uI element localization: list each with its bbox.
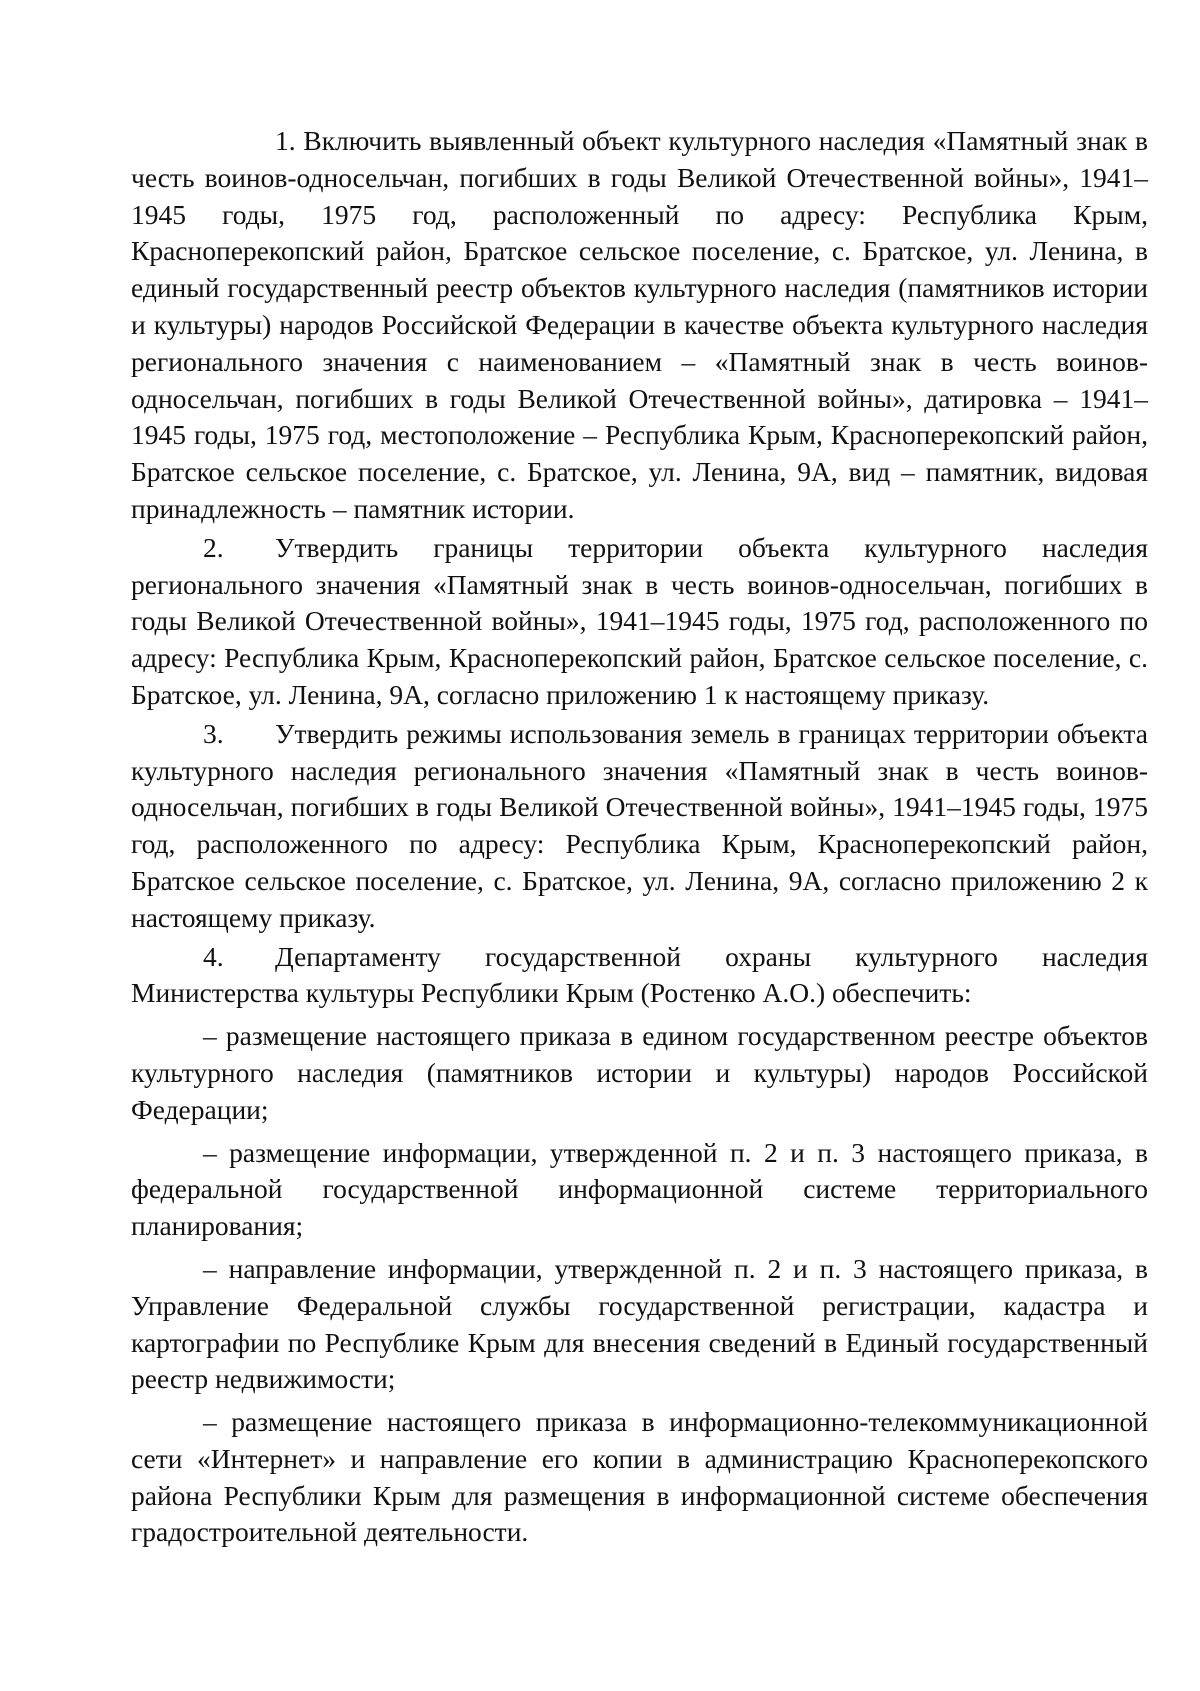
bullet-item-2: – размещение информации, утвержденной п. 2 и п. 3 настоящего приказа, в федеральной государственной информационной системе территориального планирования; [131, 1136, 1148, 1242]
bullet-item-3: – направление информации, утвержденной п. 2 и п. 3 настоящего приказа, в Управление Федеральной службы государственной регистрации, кадастра и картографии по Республике Крым для внесения сведений в Единый государственный реестр недвижимости; [131, 1252, 1148, 1395]
item-text: Утвердить границы территории объекта культурного наследия регионального значения «Памятный знак в честь воинов-односельчан, погибших в годы Великой Отечественной войны», 1941–1945 годы, 1975 год, расположенного по адресу: Республика Крым, Красноперекопский район, Братское сельское поселение, с. Братское, ул. Ленина, 9А, согласно приложению 1 к настоящему приказу. [131, 531, 1148, 710]
item-text: Департаменту государственной охраны культурного наследия Министерства культуры Республики Крым (Ростенко А.О.) обеспечить: [131, 940, 1148, 1009]
bullet-item-1: – размещение настоящего приказа в едином государственном реестре объектов культурного наследия (памятников истории и культуры) народов Российской Федерации; [131, 1020, 1148, 1125]
paragraph-item-2 [131, 530, 1148, 714]
item-number: 1. [275, 125, 296, 156]
bullet-item-4: – размещение настоящего приказа в информационно-телекоммуникационной сети «Интернет» и направление его копии в администрацию Красноперекопского района Республики Крым для размещения в информационной системе обеспечения градостроительной деятельности. [131, 1406, 1148, 1548]
item-number: 3. [203, 717, 224, 749]
item-text: Включить выявленный объект культурного наследия «Памятный знак в честь воинов-односельчан, погибших в годы Великой Отечественной войны», 1941–1945 годы, 1975 год, расположенный по адресу: Республика Крым, Красноперекопский район, Братское сельское поселение, с. Братское, ул. Ленина, в единый государственный реестр объектов культурного наследия (памятников истории и культуры) народов Российской Федерации в качестве объекта культурного наследия регионального значения с наименованием – «Памятный знак в честь воинов-односельчан, погибших в годы Великой Отечественной войны», датировка – 1941–1945 годы, 1975 год, местоположение – Республика Крым, Красноперекопский район, Братское сельское поселение, с. Братское, ул. Ленина, 9А, вид – памятник, видовая принадлежность – памятник истории. [131, 125, 1148, 524]
document-body [131, 123, 1148, 1551]
item-number: 2. [203, 531, 224, 563]
paragraph-item-4 [131, 939, 1148, 1013]
paragraph-item-1 [131, 123, 1148, 528]
item-number: 4. [203, 940, 224, 972]
item-text: Утвердить режимы использования земель в границах территории объекта культурного наследия регионального значения «Памятный знак в честь воинов-односельчан, погибших в годы Великой Отечественной войны», 1941–1945 годы, 1975 год, расположенного по адресу: Республика Крым, Красноперекопский район, Братское сельское поселение, с. Братское, ул. Ленина, 9А, согласно приложению 2 к настоящему приказу. [131, 717, 1148, 933]
paragraph-item-3 [131, 716, 1148, 937]
